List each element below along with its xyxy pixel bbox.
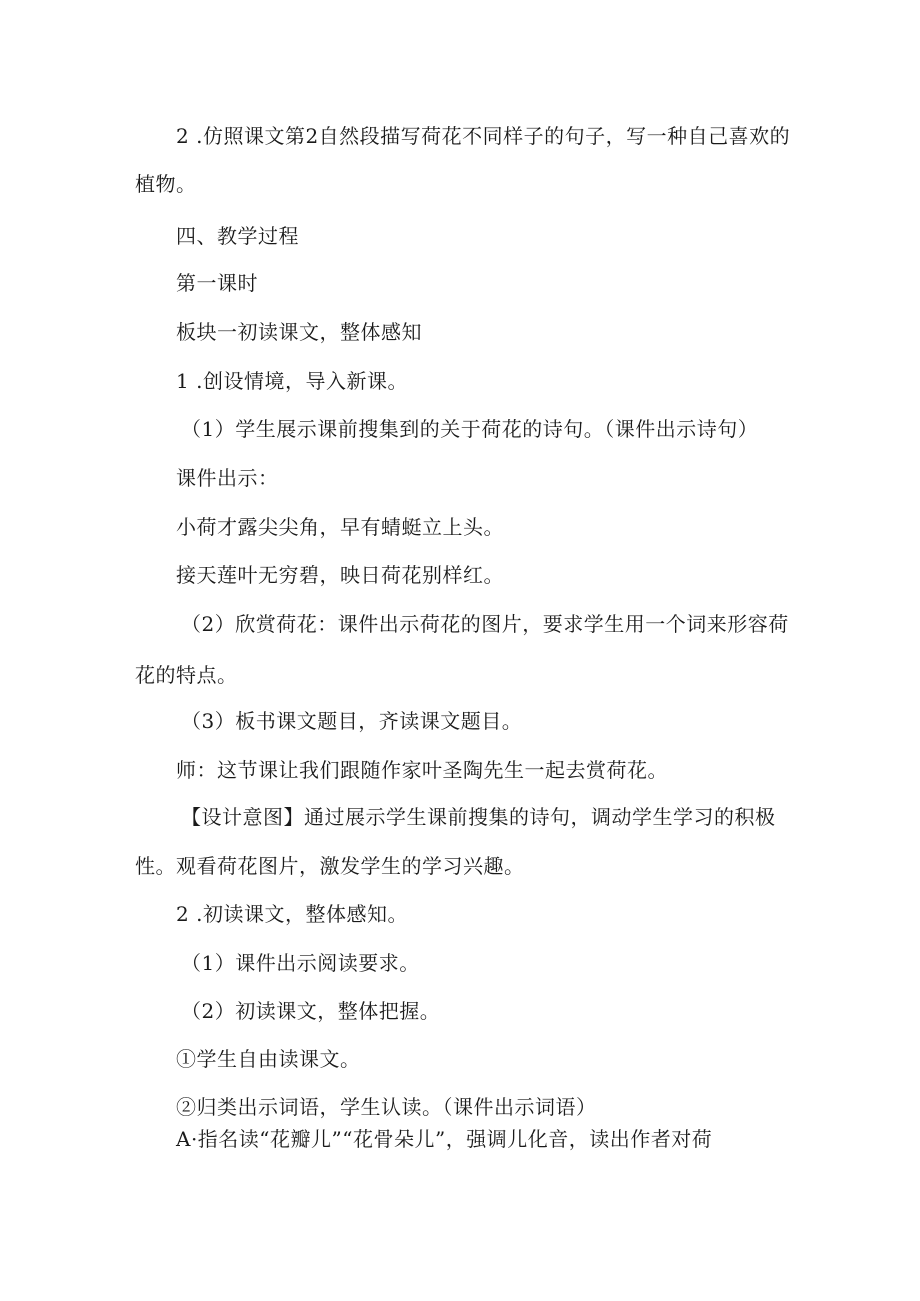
paragraph-line: （1）课件出示阅读要求。 [181,951,420,975]
paragraph-line: ①学生自由读课文。 [176,1047,361,1071]
paragraph-line: （2）欣赏荷花：课件出示荷花的图片，要求学生用一个词来形容荷 [181,612,789,636]
section-heading: 四、教学过程 [176,224,299,248]
paragraph-line: 2 .仿照课文第2自然段描写荷花不同样子的句子，写一种自己喜欢的 [176,124,791,148]
paragraph-line: （1）学生展示课前搜集到的关于荷花的诗句。（课件出示诗句） [181,417,759,441]
paragraph-line: 师：这节课让我们跟随作家叶圣陶先生一起去赏荷花。 [176,758,668,782]
paragraph-line: （3）板书课文题目，齐读课文题目。 [181,709,523,733]
paragraph-line: 花的特点。 [135,663,238,687]
design-intent-line: 性。观看荷花图片，激发学生的学习兴趣。 [135,854,525,878]
paragraph-line: 1 .创设情境，导入新课。 [176,369,408,393]
poem-line: 接天莲叶无穷碧，映日荷花别样红。 [176,563,504,587]
design-intent-line: 【设计意图】通过展示学生课前搜集的诗句，调动学生学习的积极 [181,805,776,829]
poem-line: 小荷才露尖尖角，早有蜻蜓立上头。 [176,515,504,539]
paragraph-line: 植物。 [135,172,197,196]
paragraph-line: A·指名读“花瓣儿”“花骨朵儿”，强调儿化音，读出作者对荷 [176,1127,713,1151]
block-heading: 板块一初读课文，整体感知 [176,320,422,344]
lesson-heading: 第一课时 [176,271,258,295]
paragraph-line: 课件出示： [176,466,279,490]
paragraph-line: 2 .初读课文，整体感知。 [176,902,408,926]
paragraph-line: （2）初读课文，整体把握。 [181,999,441,1023]
paragraph-line: ②归类出示词语，学生认读。（课件出示词语） [176,1095,597,1119]
